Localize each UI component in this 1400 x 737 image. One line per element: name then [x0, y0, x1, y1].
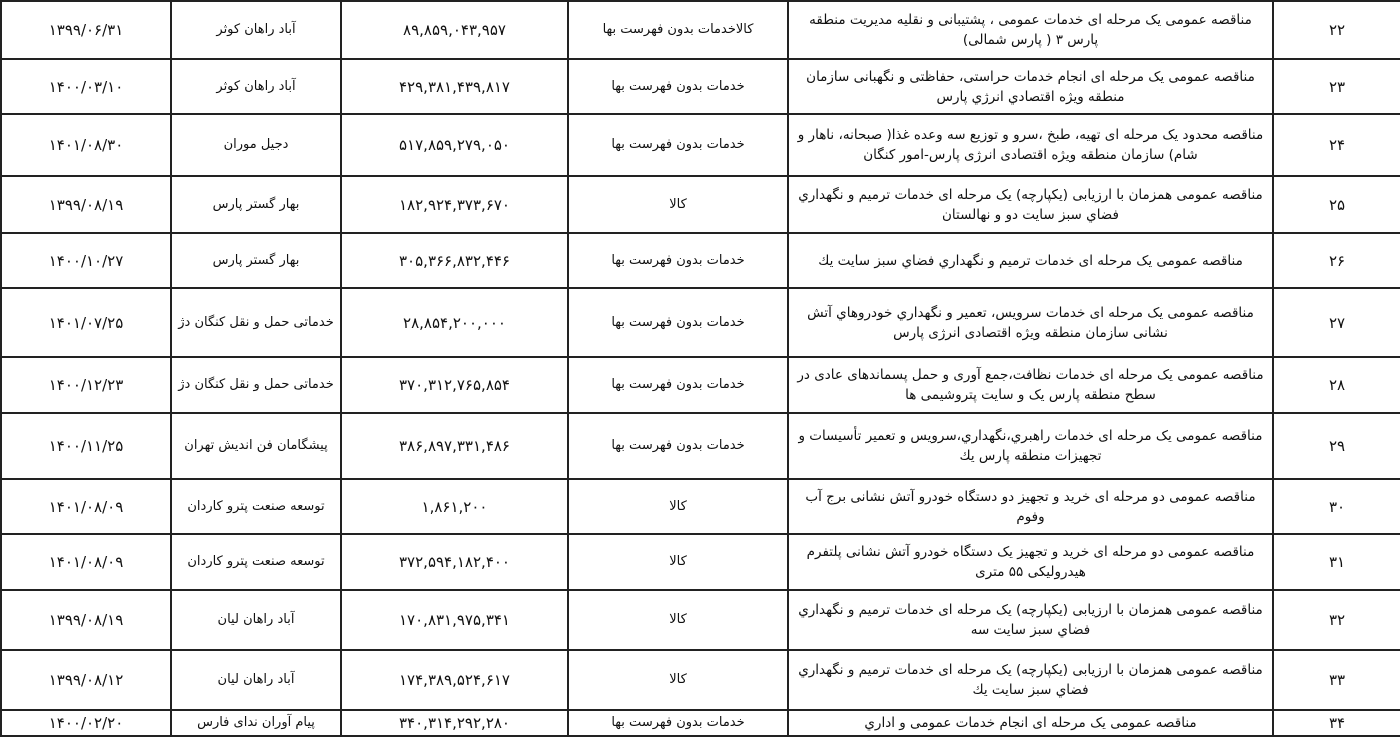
row-number-cell: ۲۲: [1273, 1, 1400, 59]
tender-title-cell: مناقصه عمومی یک مرحله ای انجام خدمات حراستی، حفاظتی و نگهبانی سازمان منطقه ویژه اقتصادي انرژي پارس: [788, 59, 1273, 114]
date-cell: ۱۴۰۱/۰۸/۰۹: [1, 479, 171, 534]
table-row: [1, 534, 1400, 590]
tender-type-cell: کالا: [568, 650, 788, 710]
tender-type-cell: کالا: [568, 479, 788, 534]
amount-cell: ۳۷۰,۳۱۲,۷۶۵,۸۵۴: [341, 357, 568, 413]
amount-cell: ۱,۸۶۱,۲۰۰: [341, 479, 568, 534]
table-row: [1, 288, 1400, 357]
tender-type-cell: خدمات بدون فهرست بها: [568, 710, 788, 736]
tender-type-cell: خدمات بدون فهرست بها: [568, 233, 788, 288]
row-number-cell: ۳۳: [1273, 650, 1400, 710]
amount-cell: ۳۸۶,۸۹۷,۳۳۱,۴۸۶: [341, 413, 568, 479]
amount-cell: ۱۷۴,۳۸۹,۵۲۴,۶۱۷: [341, 650, 568, 710]
table-row: [1, 233, 1400, 288]
date-cell: ۱۴۰۰/۱۰/۲۷: [1, 233, 171, 288]
table-row: [1, 479, 1400, 534]
amount-cell: ۳۰۵,۳۶۶,۸۳۲,۴۴۶: [341, 233, 568, 288]
tender-title-cell: مناقصه عمومی یک مرحله ای خدمات راهبري،نگهداري،سرویس و تعمیر تأسیسات و تجهیزات منطقه پارس یك: [788, 413, 1273, 479]
amount-cell: ۲۸,۸۵۴,۲۰۰,۰۰۰: [341, 288, 568, 357]
contractor-cell: توسعه صنعت پترو کاردان: [171, 479, 341, 534]
table-row: [1, 650, 1400, 710]
contractor-cell: دجیل موران: [171, 114, 341, 176]
tender-title-cell: مناقصه عمومی همزمان با ارزیابی (یکپارچه) یک مرحله ای خدمات ترمیم و نگهداري فضاي سبز سایت سه: [788, 590, 1273, 650]
tender-title-cell: مناقصه عمومی دو مرحله ای خرید و تجهیز دو دستگاه خودرو آتش نشانی برج آب وفوم: [788, 479, 1273, 534]
row-number-cell: ۳۱: [1273, 534, 1400, 590]
amount-cell: ۵۱۷,۸۵۹,۲۷۹,۰۵۰: [341, 114, 568, 176]
amount-cell: ۳۷۲,۵۹۴,۱۸۲,۴۰۰: [341, 534, 568, 590]
contractor-cell: آباد راهان کوثر: [171, 59, 341, 114]
table-row: [1, 590, 1400, 650]
row-number-cell: ۳۲: [1273, 590, 1400, 650]
contractor-cell: آباد راهان لیان: [171, 590, 341, 650]
tender-type-cell: خدمات بدون فهرست بها: [568, 59, 788, 114]
date-cell: ۱۴۰۱/۰۸/۰۹: [1, 534, 171, 590]
tender-type-cell: کالاخدمات بدون فهرست بها: [568, 1, 788, 59]
date-cell: ۱۳۹۹/۰۸/۱۹: [1, 590, 171, 650]
contractor-cell: خدماتی حمل و نقل کنگان دژ: [171, 357, 341, 413]
table-row: [1, 59, 1400, 114]
date-cell: ۱۴۰۰/۰۳/۱۰: [1, 59, 171, 114]
tender-title-cell: مناقصه عمومی یک مرحله ای انجام خدمات عمومی و اداري: [788, 710, 1273, 736]
table-row: [1, 710, 1400, 736]
table-row: [1, 114, 1400, 176]
table-row: [1, 357, 1400, 413]
contractor-cell: پیام آوران ندای فارس: [171, 710, 341, 736]
date-cell: ۱۳۹۹/۰۸/۱۲: [1, 650, 171, 710]
row-number-cell: ۳۰: [1273, 479, 1400, 534]
amount-cell: ۳۴۰,۳۱۴,۲۹۲,۲۸۰: [341, 710, 568, 736]
tender-type-cell: خدمات بدون فهرست بها: [568, 413, 788, 479]
row-number-cell: ۲۴: [1273, 114, 1400, 176]
tender-type-cell: خدمات بدون فهرست بها: [568, 288, 788, 357]
row-number-cell: ۲۵: [1273, 176, 1400, 233]
contractor-cell: خدماتی حمل و نقل کنگان دژ: [171, 288, 341, 357]
date-cell: ۱۳۹۹/۰۸/۱۹: [1, 176, 171, 233]
date-cell: ۱۳۹۹/۰۶/۳۱: [1, 1, 171, 59]
amount-cell: ۴۲۹,۳۸۱,۴۳۹,۸۱۷: [341, 59, 568, 114]
date-cell: ۱۴۰۰/۰۲/۲۰: [1, 710, 171, 736]
date-cell: ۱۴۰۱/۰۸/۳۰: [1, 114, 171, 176]
amount-cell: ۱۸۲,۹۲۴,۳۷۳,۶۷۰: [341, 176, 568, 233]
amount-cell: ۱۷۰,۸۳۱,۹۷۵,۳۴۱: [341, 590, 568, 650]
tender-title-cell: مناقصه عمومی دو مرحله ای خرید و تجهیز یک دستگاه خودرو آتش نشانی پلتفرم هیدرولیکی ۵۵ متری: [788, 534, 1273, 590]
row-number-cell: ۲۸: [1273, 357, 1400, 413]
contractor-cell: بهار گستر پارس: [171, 176, 341, 233]
contractor-cell: آباد راهان لیان: [171, 650, 341, 710]
contractor-cell: بهار گستر پارس: [171, 233, 341, 288]
table-row: [1, 1, 1400, 59]
contractor-cell: توسعه صنعت پترو کاردان: [171, 534, 341, 590]
table-row: [1, 176, 1400, 233]
tender-type-cell: خدمات بدون فهرست بها: [568, 114, 788, 176]
row-number-cell: ۳۴: [1273, 710, 1400, 736]
date-cell: ۱۴۰۱/۰۷/۲۵: [1, 288, 171, 357]
row-number-cell: ۲۹: [1273, 413, 1400, 479]
amount-cell: ۸۹,۸۵۹,۰۴۳,۹۵۷: [341, 1, 568, 59]
tender-type-cell: کالا: [568, 534, 788, 590]
tender-type-cell: کالا: [568, 176, 788, 233]
date-cell: ۱۴۰۰/۱۲/۲۳: [1, 357, 171, 413]
tender-title-cell: مناقصه عمومی یک مرحله ای خدمات عمومی ، پشتیبانی و نقلیه مدیریت منطقه پارس ۳ ( پارس شمالی): [788, 1, 1273, 59]
tender-type-cell: کالا: [568, 590, 788, 650]
table-row: [1, 413, 1400, 479]
tender-title-cell: مناقصه عمومی یک مرحله ای خدمات سرویس، تعمیر و نگهداري خودروهاي آتش نشانی سازمان منطقه ویژه اقتصادی انرژی پارس: [788, 288, 1273, 357]
tender-title-cell: مناقصه عمومی یک مرحله ای خدمات نظافت،جمع آوری و حمل پسماندهای عادی در سطح منطقه پارس یک و سایت پتروشیمی ها: [788, 357, 1273, 413]
contractor-cell: پیشگامان فن اندیش تهران: [171, 413, 341, 479]
contractor-cell: آباد راهان کوثر: [171, 1, 341, 59]
tender-title-cell: مناقصه عمومی همزمان با ارزیابی (یکپارچه) یک مرحله ای خدمات ترمیم و نگهداري فضاي سبز سایت دو و نهالستان: [788, 176, 1273, 233]
tender-title-cell: مناقصه عمومی یک مرحله ای خدمات ترمیم و نگهداري فضاي سبز سایت یك: [788, 233, 1273, 288]
tender-title-cell: مناقصه عمومی همزمان با ارزیابی (یکپارچه) یک مرحله ای خدمات ترمیم و نگهداري فضاي سبز سایت یك: [788, 650, 1273, 710]
tender-type-cell: خدمات بدون فهرست بها: [568, 357, 788, 413]
date-cell: ۱۴۰۰/۱۱/۲۵: [1, 413, 171, 479]
row-number-cell: ۲۶: [1273, 233, 1400, 288]
row-number-cell: ۲۳: [1273, 59, 1400, 114]
tender-title-cell: مناقصه محدود یک مرحله ای تهیه، طبخ ،سرو و توزیع سه وعده غذا( صبحانه، ناهار و شام) سازمان منطقه ویژه اقتصادی انرژی پارس-امور کنگان: [788, 114, 1273, 176]
row-number-cell: ۲۷: [1273, 288, 1400, 357]
